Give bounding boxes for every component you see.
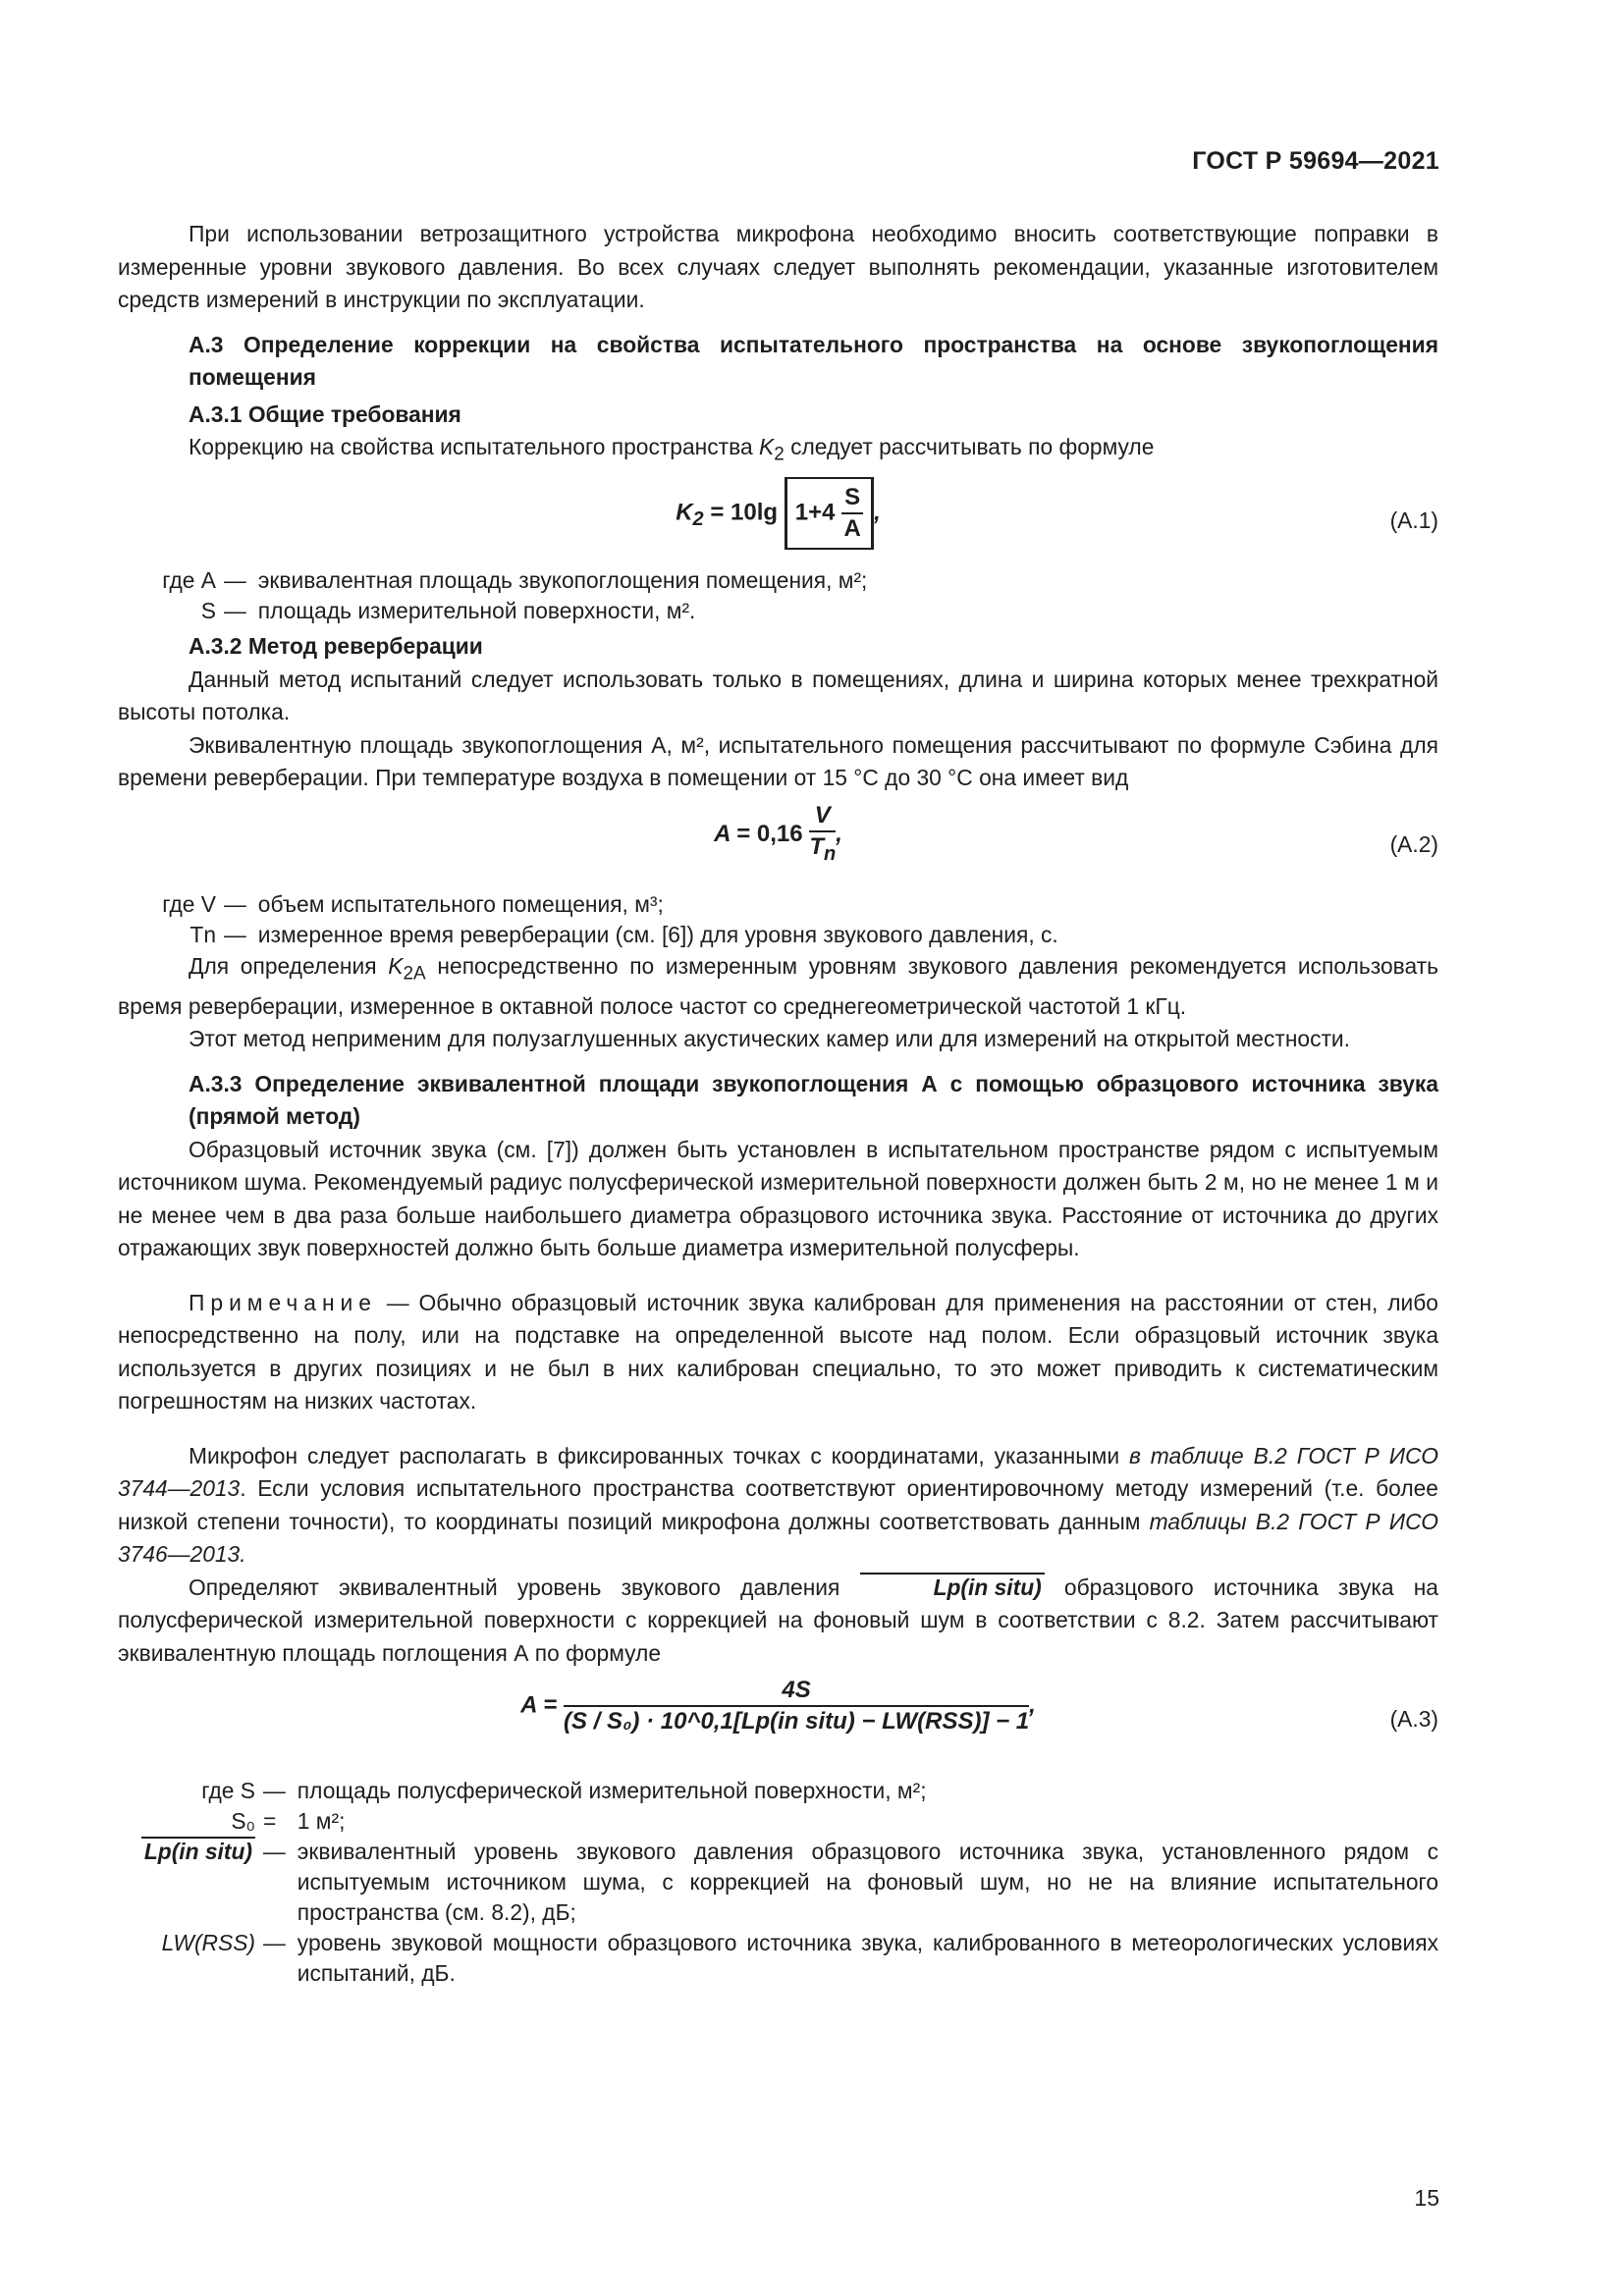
standard-reference: таблицы В.2 ГОСТ Р ИСО 3746—2013. [118,1508,1439,1568]
definition-row: LW(RSS) — уровень звуковой мощности образцового источника звука, калиброванного в метеорологических условиях испытаний, дБ. [161,1930,1438,1987]
definitions-a1 [118,565,1438,626]
definition-row: S₀ = 1 м²; [231,1808,346,1835]
a32-paragraph-2: Эквивалентную площадь звукопоглощения А, м², испытательного помещения рассчитывают по формуле Сэбина для времени реверберации. При температуре воздуха в помещении от 15 °С до 30 °С она имеет вид [118,731,1438,791]
formula-number: (А.3) [1389,1706,1438,1733]
section-a3-title: А.3 Определение коррекции на свойства испытательного пространства на основе звукопоглощения помещения [189,331,1438,390]
intro-paragraph: При использовании ветрозащитного устройства микрофона необходимо вносить соответствующие поправки в измеренные уровни звукового давления. Во всех случаях следует выполнять рекомендации, указанные изготовителем средств измерений в инструкции по эксплуатации. [118,221,1438,312]
document-header: ГОСТ Р 59694—2021 [1192,147,1439,175]
formula-number: (А.2) [1389,830,1438,857]
definitions-a3 [118,1776,1438,1989]
formula-number: (А.1) [1389,507,1438,534]
a32-paragraph-4: Этот метод неприменим для полузаглушенных акустических камер или для измерений на открытой местности. [189,1026,1350,1052]
formula-a3: A = $\frac{4S}{\text{(S / S₀) · 10\textasciicircum{}0,1[Lp(in situ) − LW(RSS)] − 1}}$ , (А.3) [520,1677,1438,1735]
a32-paragraph-1: Данный метод испытаний следует использовать только в помещениях, длина и ширина которых менее трехкратной высоты потолка. [118,666,1438,725]
section-a31-title: А.3.1 Общие требования [189,400,461,427]
section-a32-title: А.3.2 Метод реверберации [189,633,483,660]
definition-row: где S — площадь полусферической измерительной поверхности, м²; [201,1778,927,1804]
section-a33-title: А.3.3 Определение эквивалентной площади звукопоглощения А с помощью образцового источника звука (прямой метод) [189,1070,1438,1130]
page-number: 15 [1414,2185,1439,2211]
a33-paragraph-1: Образцовый источник звука (см. [7]) должен быть установлен в испытательном пространстве рядом с испытуемым источником шума. Рекомендуемый радиус полусферической измерительной поверхности должен быть 2 м, но не менее 1 м и не менее чем в два раза больше наибольшего диаметра образцового источника звука. Расстояние от источника до других отражающих звук поверхностей должно быть больше диаметра измерительной полусферы. [118,1136,1438,1261]
a32-paragraph-3: Для определения $K_{2A}$ непосредственно по измеренным уровням звукового давления рекомендуется использовать время реверберации, измеренное в октавной полосе частот со среднегеометрической частотой 1 кГц. [118,952,1438,1019]
formula-a2: A = 0,16 $\frac{V}{T_n}$ , (А.2) [714,801,1438,865]
standard-reference: в таблице В.2 ГОСТ Р ИСО 3744—2013 [118,1442,1438,1502]
lp-in-situ-symbol: Lp(in situ) [860,1573,1045,1600]
definition-row: Tn — измеренное время реверберации (см. [6]) для уровня звукового давления, с. [189,921,1058,947]
definition-row: где V — объем испытательного помещения, м³; [162,890,664,917]
formula-a1: $K_2 = 10\lg$ 1+4 $\frac{S}{A}$ , (А.1) [118,477,1438,560]
a31-paragraph: Коррекцию на свойства испытательного пространства $K_2$ следует рассчитывать по формуле [189,434,1155,465]
definition-row: S — площадь измерительной поверхности, м². [200,598,696,624]
definition-row: Lp(in situ) — эквивалентный уровень звукового давления образцового источника звука, установленного рядом с испытуемым источником шума, с коррекцией на фоновый шум, но не на влияние испытательного пространства (см. 8.2), дБ; [118,1837,1438,1928]
definition-row: где A — эквивалентная площадь звукопоглощения помещения, м²; [162,567,868,594]
page-content [118,218,1438,1989]
note-paragraph: Примечание — Обычно образцовый источник звука калиброван для применения на расстоянии от стен, либо непосредственно на полу, или на подставке на определенной высоте над полом. Если образцовый источник звука используется в других позициях и не был в них калиброван специально, то это может приводить к систематическим погрешностям на низких частотах. [118,1289,1438,1415]
a33-paragraph-2: Микрофон следует располагать в фиксированных точках с координатами, указанными в таблице В.2 ГОСТ Р ИСО 3744—2013. Если условия испытательного пространства соответствуют ориентировочному методу измерений (т.е. более низкой степени точности), то координаты позиций микрофона должны соответствовать данным таблицы В.2 ГОСТ Р ИСО 3746—2013. [118,1442,1439,1568]
definitions-a2 [118,889,1438,950]
note-label: Примечание [189,1289,377,1315]
a33-paragraph-3: Определяют эквивалентный уровень звукового давления Lp(in situ) образцового источника звука на полусферической измерительной поверхности с коррекцией на фоновый шум в соответствии с 8.2. Затем рассчитывают эквивалентную площадь поглощения А по формуле [118,1574,1438,1666]
